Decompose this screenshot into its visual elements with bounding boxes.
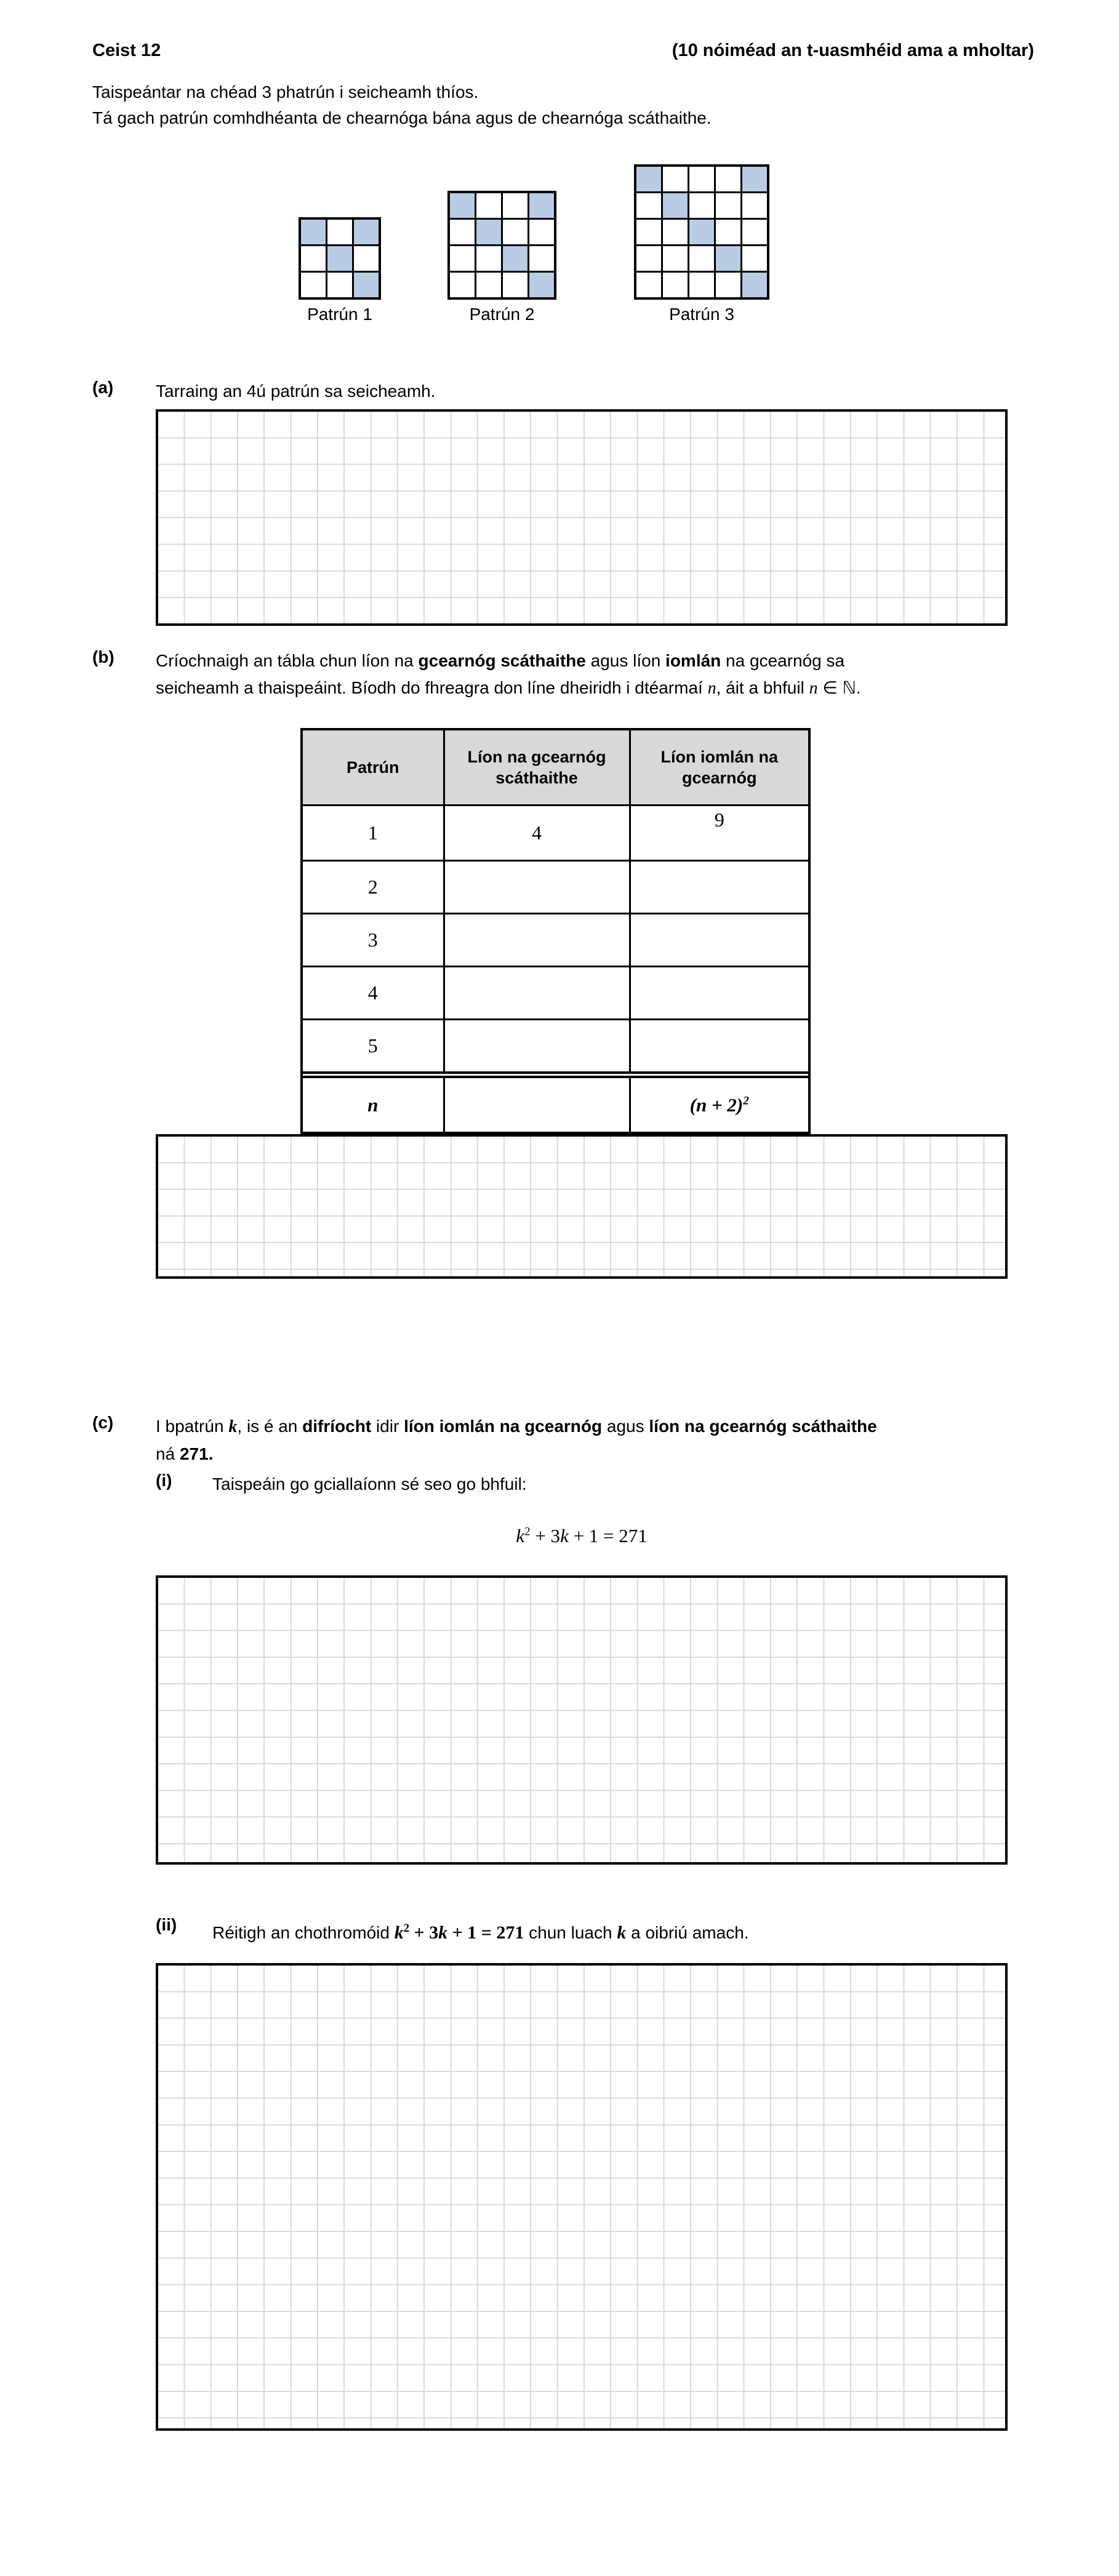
part-c-ii-seg: chun luach [524,1923,617,1942]
cell-total-row-1: 9 [630,806,809,861]
white-square [663,246,688,271]
white-square [689,273,714,297]
cell-shaded-row-3[interactable] [444,914,630,967]
part-c-seg: , is é an [237,1417,303,1436]
shaded-square [689,220,714,244]
table-row-n [302,1077,809,1133]
white-square [716,220,740,244]
shaded-square [354,273,379,297]
var-n: n [367,1094,379,1116]
shaded-square [529,193,554,218]
white-square [636,273,661,297]
white-square [503,193,527,218]
white-square [529,246,554,271]
shaded-square [476,220,501,244]
part-c-text [156,1413,1030,1468]
white-square [636,193,661,218]
answer-grid-part-c-ii[interactable] [156,1963,1008,2431]
part-a-text: Tarraing an 4ú patrún sa seicheamh. [156,382,436,401]
white-square [450,220,475,244]
white-square [301,273,326,297]
white-square [327,220,352,244]
answer-grid-part-c-i[interactable] [156,1575,1008,1865]
cell-pattern-row-2: 2 [302,861,444,914]
exponent: 2 [403,1922,410,1935]
white-square [689,246,714,271]
part-c-ii-marker: (ii) [156,1915,177,1934]
var-n: n [809,679,818,698]
equation-k2-3k-1 [156,1525,1008,1547]
shaded-square [529,273,554,297]
shaded-square [636,167,661,191]
white-square [327,273,352,297]
table-row-1 [302,806,809,861]
cell-total-row-4[interactable] [630,967,809,1020]
equation-k2-3k-1-bold [395,1922,524,1943]
white-square [742,246,767,271]
part-c-i-text: Taispeáin go gciallaíonn sé seo go bhfuil: [212,1474,527,1494]
white-square [301,246,326,271]
white-square [689,193,714,218]
pattern-grid-2 [447,191,556,300]
pattern-grid-3 [634,164,769,300]
white-square [636,246,661,271]
pattern-figure-3 [634,164,769,324]
table-row-3 [302,914,809,967]
shaded-square [327,246,352,271]
part-c-seg-bold: líon iomlán na gcearnóg [404,1417,603,1436]
var-k: k [560,1525,569,1546]
shaded-square [742,273,767,297]
intro-line-1: Taispeántar na chéad 3 phatrún i seicheamh thíos. [92,82,479,102]
var-k: k [516,1525,524,1546]
cell-total-row-5[interactable] [630,1020,809,1073]
part-b-seg-bold: iomlán [665,651,721,670]
white-square [663,273,688,297]
white-square [636,220,661,244]
shaded-square [503,246,527,271]
var-n: n [707,679,716,698]
white-square [476,246,501,271]
exponent: 2 [524,1525,531,1538]
col-header-total: Líon iomlán na gcearnóg [630,729,809,806]
answer-grid-part-a[interactable] [156,409,1008,626]
white-square [663,220,688,244]
part-b-text [156,647,1030,702]
white-square [529,220,554,244]
question-number: Ceist 12 [92,41,161,60]
part-b-seg: seicheamh a thaispeáint. Bíodh do fhreagra don líne dheiridh i dtéarmaí [156,678,708,697]
pattern-table [300,728,811,1134]
part-b-marker: (b) [92,647,114,666]
cell-pattern-row-1: 1 [302,806,444,861]
cell-shaded-row-1: 4 [444,806,630,861]
shaded-square [716,246,740,271]
shaded-square [450,193,475,218]
part-c-seg-bold: difríocht [302,1417,372,1436]
part-b-seg: , áit a bhfuil [716,678,809,697]
white-square [689,167,714,191]
white-square [450,273,475,297]
part-c-i-marker: (i) [156,1471,172,1490]
part-c-ii-text [212,1915,749,1946]
pattern-grid-1 [299,217,381,300]
exponent: 2 [743,1094,749,1108]
white-square [716,167,740,191]
eq-term: + 1 = 271 [568,1525,648,1546]
shaded-square [301,220,326,244]
part-c-marker: (c) [92,1413,114,1432]
answer-grid-part-b[interactable] [156,1134,1008,1279]
table-row-2 [302,861,809,914]
table-row-5 [302,1020,809,1073]
var-k: k [617,1922,627,1943]
shaded-square [354,220,379,244]
pattern-table-foot [302,1073,809,1133]
cell-pattern-row-3: 3 [302,914,444,967]
white-square [476,273,501,297]
table-row-4 [302,967,809,1020]
var-k: k [438,1922,448,1943]
pattern-label-1: Patrún 1 [307,305,372,324]
col-header-shaded: Líon na gcearnóg scáthaithe [444,729,630,806]
part-c-seg-bold: líon na gcearnóg scáthaithe [649,1417,877,1436]
white-square [742,193,767,218]
white-square [503,220,527,244]
pattern-table-body [302,806,809,1073]
pattern-figure-1 [299,217,381,324]
eq-term: + 3 [409,1922,439,1943]
cell-pattern-row-4: 4 [302,967,444,1020]
part-c-seg: idir [371,1417,404,1436]
part-c-seg: agus [602,1417,649,1436]
value-271: 271. [179,1444,214,1463]
part-c-ii-seg: a oibriú amach. [626,1923,749,1942]
table-header-row [302,729,809,806]
part-b-seg-bold: gcearnóg scáthaithe [418,651,586,670]
part-c-seg: ná [156,1444,180,1463]
cell-total-row-3[interactable] [630,914,809,967]
cell-pattern-row-5: 5 [302,1020,444,1073]
white-square [663,167,688,191]
part-b-seg: ∈ ℕ. [817,678,861,697]
cell-pattern-n [302,1077,444,1133]
shaded-square [742,167,767,191]
cell-shaded-row-2[interactable] [444,861,630,914]
n-plus-2-expression: (n + 2) [689,1094,744,1116]
cell-shaded-row-5[interactable] [444,1020,630,1073]
cell-shaded-n[interactable] [444,1077,630,1133]
part-a-marker: (a) [92,378,114,397]
cell-shaded-row-4[interactable] [444,967,630,1020]
pattern-label-2: Patrún 2 [469,305,535,324]
white-square [742,220,767,244]
eq-term: + 1 = 271 [447,1922,524,1943]
white-square [354,246,379,271]
part-b-seg: agus líon [585,651,666,670]
white-square [476,193,501,218]
white-square [716,193,740,218]
col-header-pattern: Patrún [302,729,444,806]
var-k: k [228,1417,238,1436]
var-k: k [394,1922,404,1943]
pattern-label-3: Patrún 3 [669,305,734,324]
pattern-table-head [302,729,809,806]
part-b-seg: na gcearnóg sa [721,651,845,670]
intro-line-2: Tá gach patrún comhdhéanta de chearnóga bána agus de chearnóga scáthaithe. [92,108,712,127]
white-square [716,273,740,297]
time-note: (10 nóiméad an t-uasmhéid ama a mholtar) [672,41,1034,60]
double-rule-row [302,1073,809,1077]
eq-term: + 3 [530,1525,561,1546]
white-square [450,246,475,271]
shaded-square [663,193,688,218]
double-rule [302,1073,809,1077]
cell-total-n [630,1077,809,1133]
part-c-ii-seg: Réitigh an chothromóid [212,1923,395,1942]
pattern-figure-2 [447,191,556,324]
part-b-seg: Críochnaigh an tábla chun líon na [156,651,419,670]
part-c-seg: I bpatrún [156,1417,229,1436]
white-square [503,273,527,297]
cell-total-row-2[interactable] [630,861,809,914]
